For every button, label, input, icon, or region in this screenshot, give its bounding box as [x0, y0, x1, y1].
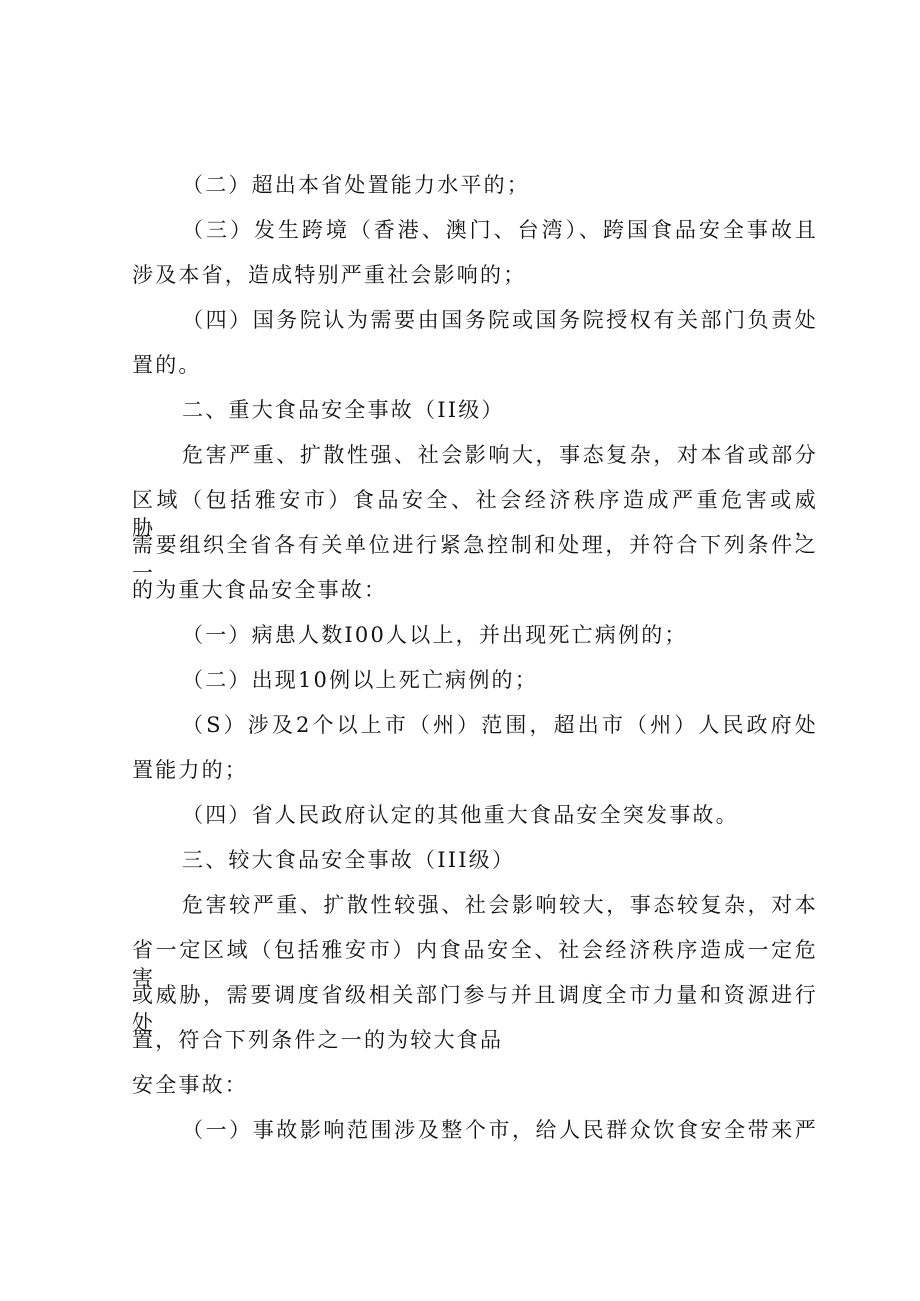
text-line-5: 置的。: [132, 353, 202, 377]
text-line-19: 或威胁，需要调度省级相关部门参与并且调度全市力量和资源进行处: [132, 983, 818, 1035]
text-line-14: 置能力的；: [132, 758, 248, 782]
text-line-12: （二）出现10例以上死亡病例的；: [182, 668, 538, 692]
text-line-8: 区域（包括雅安市）食品安全、社会经济秩序造成严重危害或威胁，: [132, 488, 818, 540]
section-heading-level-3: 三、较大食品安全事故（III级）: [182, 848, 516, 872]
section-heading-level-2: 二、重大食品安全事故（II级）: [182, 398, 505, 422]
text-line-15: （四）省人民政府认定的其他重大食品安全突发事故。: [182, 803, 739, 827]
text-line-18: 省一定区域（包括雅安市）内食品安全、社会经济秩序造成一定危害: [132, 938, 818, 990]
text-line-17: 危害较严重、扩散性较强、社会影响较大，事态较复杂，对本: [182, 893, 818, 917]
text-line-13: （S）涉及2个以上市（州）范围，超出市（州）人民政府处: [182, 713, 818, 737]
text-line-22: （一）事故影响范围涉及整个市，给人民群众饮食安全带来严: [182, 1118, 818, 1142]
text-line-20: 置，符合下列条件之一的为较大食品: [132, 1028, 504, 1052]
text-line-11: （一）病患人数I00人以上，并出现死亡病例的；: [182, 623, 688, 647]
text-line-1: （二）超出本省处置能力水平的；: [182, 173, 530, 197]
text-line-7: 危害严重、扩散性强、社会影响大，事态复杂，对本省或部分: [182, 443, 818, 467]
text-line-2: （三）发生跨境（香港、澳门、台湾）、跨国食品安全事故且: [182, 218, 818, 242]
text-line-3: 涉及本省，造成特别严重社会影响的；: [132, 263, 527, 287]
text-line-4: （四）国务院认为需要由国务院或国务院授权有关部门负责处: [182, 308, 818, 332]
text-line-9: 需要组织全省各有关单位进行紧急控制和处理，并符合下列条件之一: [132, 533, 818, 585]
text-line-10: 的为重大食品安全事故：: [132, 578, 388, 602]
text-line-21: 安全事故：: [132, 1073, 248, 1097]
